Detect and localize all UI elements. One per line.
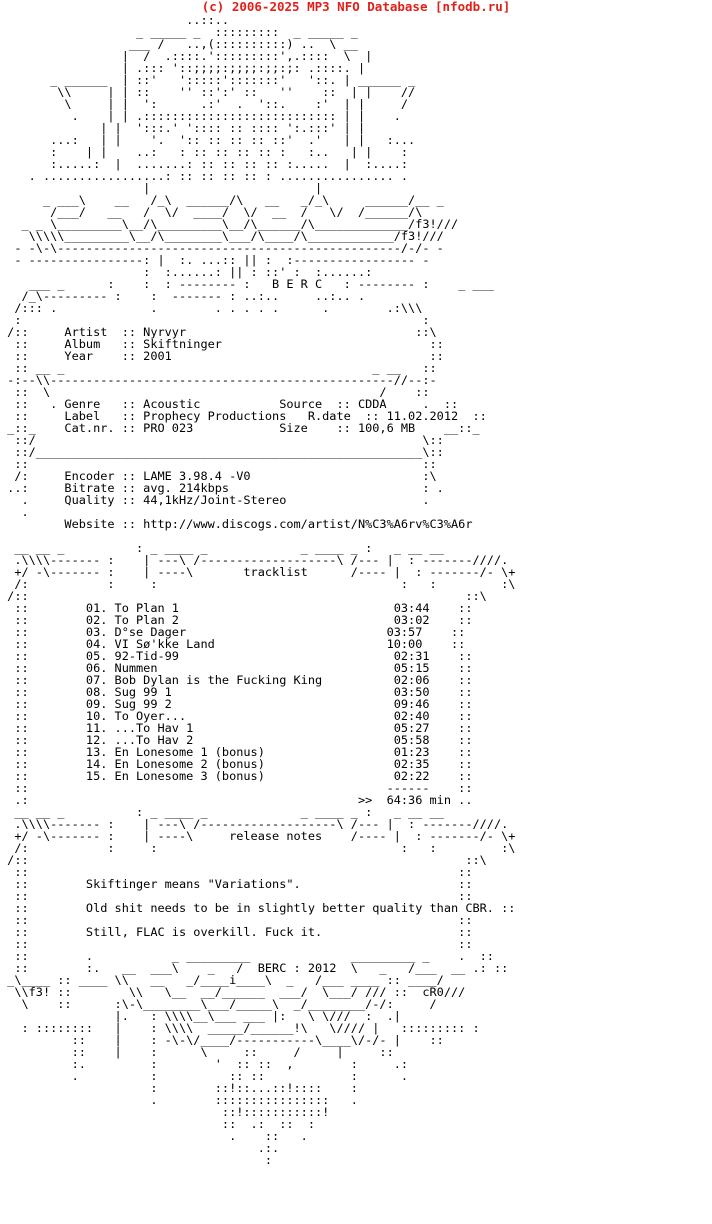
nfo-line: :: ------ :: — [0, 781, 480, 795]
nfo-line: :. : ' :: :: , : .: — [0, 1057, 466, 1071]
nfo-line: .:. — [0, 1141, 466, 1155]
nfo-line: :: \ / :: — [0, 385, 437, 399]
nfo-line: :: . Genre :: Acoustic Source :: CDDA . :: — [0, 397, 466, 411]
nfo-line: :: Album :: Skiftninger :: — [0, 337, 452, 351]
nfo-line: : :......: || : ::' : :......: — [0, 265, 444, 279]
nfo-line: : ::!::...::!:::: : — [0, 1081, 466, 1095]
nfo-line: . | | .::::::::::::::::::::::::::: | | . — [0, 109, 444, 123]
nfo-line: | | — [0, 181, 444, 195]
nfo-line: . :: . — [0, 1129, 466, 1143]
nfo-line: :: 11. ...To Hav 1 05:27 :: — [0, 721, 480, 735]
nfo-line: ::/______________________________________________________\:: — [0, 445, 452, 459]
nfo-line: /___/ __ / \/ ____/ \/ __ / \/ /______/\ — [0, 205, 444, 219]
nfo-line: :: .: :: : — [0, 1117, 466, 1131]
nfo-line: :: 13. En Lonesome 1 (bonus) 01:23 :: — [0, 745, 480, 759]
nfo-line: :: :: — [0, 937, 480, 951]
nfo-line: -:--\\------------------------------------------------//--:- — [0, 373, 444, 387]
nfo-line: /_\--------- : : ------- : ..:.. ..:.. . — [0, 289, 409, 303]
nfo-line: :: 08. Sug 99 1 03:50 :: — [0, 685, 480, 699]
nfo-line: :: 12. ...To Hav 2 05:58 :: — [0, 733, 480, 747]
nfo-line: Website :: http://www.discogs.com/artist/N%C3%A6rv%C3%A6r — [0, 517, 473, 531]
nfo-line: ___ _ : : : -------- : B E R C : -------- : _ ___ — [0, 277, 494, 291]
nfo-line: ..::.. — [0, 13, 444, 27]
nfo-line: :: Old shit needs to be in slightly better quality than CBR. :: — [0, 901, 523, 915]
nfo-line: _ _ \_________\__/\_________\__/\______/\_____________/f3!/// — [0, 217, 466, 231]
nfo-line: :: 15. En Lonesome 3 (bonus) 02:22 :: — [0, 769, 480, 783]
nfo-line: \ :: :\-\________\___/_____\ _/________/-/: / — [0, 997, 466, 1011]
nfo-line: :: | : -\-\/____/-----------\____\/-/- | :: — [0, 1033, 487, 1047]
nfo-line: _ ______ | ::' ':::::':::::::' '::. | ______ _ — [0, 73, 444, 87]
nfo-line: :: Year :: 2001 :: — [0, 349, 452, 363]
nfo-line: ..: Bitrate :: avg. 214kbps : . — [0, 481, 452, 495]
nfo-line: | .::: '::;;;;:;;;;:;;:;: .::::. | — [0, 61, 444, 75]
nfo-line: .\\\\------- : | ---\ /-------------------\ /--- | : -------////. — [0, 553, 509, 567]
nfo-line: .: >> 64:36 min .. — [0, 793, 480, 807]
nfo-line: :: Label :: Prophecy Productions R.date :: 11.02.2012 :: — [0, 409, 494, 423]
nfo-line: : — [0, 1153, 466, 1167]
nfo-line: :: 01. To Plan 1 03:44 :: — [0, 601, 480, 615]
nfo-line: :: 09. Sug 99 2 09:46 :: — [0, 697, 480, 711]
nfo-line: | / .::::.':::::::::',.:::: \ | — [0, 49, 452, 63]
nfo-line: /: : : : : :\ — [0, 577, 516, 591]
nfo-line: .\\\\------- : | ---\ /-------------------\ /--- | : -------////. — [0, 817, 509, 831]
nfo-line: . .................: :: :: :: :: : ................ . — [0, 169, 437, 183]
nfo-line: __ __ _ : _ ____ _ _ ____ _ : _ __ __ — [0, 541, 444, 555]
nfo-line: \ | | ': .:' . '::. :' | | / — [0, 97, 444, 111]
nfo-line: \\\\\_________\__/\________\___/\____/\____________/f3!/// — [0, 229, 452, 243]
nfo-line: . — [0, 505, 444, 519]
nfo-line: +/ -\------- : | ----\ release notes /---- | : -------/- \+ — [0, 829, 516, 843]
nfo-line: . Quality :: 44,1kHz/Joint-Stereo . — [0, 493, 444, 507]
nfo-line: :: 14. En Lonesome 2 (bonus) 02:35 :: — [0, 757, 480, 771]
nfo-line: :: :: — [0, 913, 480, 927]
nfo-line: _ _____ _ ::::::::: _ _____ _ — [0, 25, 444, 39]
nfo-line: /: Encoder :: LAME 3.98.4 -V0 :\ — [0, 469, 444, 483]
nfo-line: : :::::::: | : \\\\ _____/______!\ \//// | ::::::::: : — [0, 1021, 480, 1035]
nfo-line: :: | : \ :: / | :: — [0, 1045, 452, 1059]
nfo-text — [0, 14, 523, 1166]
nfo-line: /:: Artist :: Nyrvyr ::\ — [0, 325, 444, 339]
nfo-line: \\ | | :: '' ::':' :: '' :: | | // — [0, 85, 444, 99]
nfo-line: :: :: — [0, 457, 444, 471]
nfo-line: :: 10. To Oyer... 02:40 :: — [0, 709, 480, 723]
nfo-line: :: 05. 92-Tid-99 02:31 :: — [0, 649, 480, 663]
nfo-line: :: . _ _________ _________ _ . :: — [0, 949, 502, 963]
nfo-line: - -\-\------------------------------------------------/-/- - — [0, 241, 452, 255]
nfo-line: :: 04. VI Sø'kke Land 10:00 :: — [0, 637, 473, 651]
nfo-line: /::: . . . . . . . . .:\\\ — [0, 301, 444, 315]
nfo-line: :: 06. Nummen 05:15 :: — [0, 661, 480, 675]
nfo-line: __ __ _ : _ ____ _ _ ____ _ : _ __ __ — [0, 805, 444, 819]
nfo-line: :: __ _ _ __ :: — [0, 361, 444, 375]
nfo-line: :: Skiftinger means "Variations". :: — [0, 877, 480, 891]
nfo-line: :: :: — [0, 889, 480, 903]
nfo-line: - ----------------: | :. ...:: || : :----------------- - — [0, 253, 444, 267]
nfo-line: ::/ \:: — [0, 433, 452, 447]
nfo-line: :: :: — [0, 865, 480, 879]
nfo-line: | | ':::.' ':::: :: :::: ':.:::' | | — [0, 121, 444, 135]
nfo-line: /:: ::\ — [0, 589, 487, 603]
nfo-line: :: 02. To Plan 2 03:02 :: — [0, 613, 480, 627]
nfo-line: :: 07. Bob Dylan is the Fucking King 02:06 :: — [0, 673, 480, 687]
nfo-line: _\____ :: ____ \\ __ _/____i____\ _ /___ ____ :: ____/ — [0, 973, 452, 987]
nfo-line: . :::::::::::::::: . — [0, 1093, 466, 1107]
nfo-line: . : :: :: : . — [0, 1069, 466, 1083]
nfo-line: : : — [0, 313, 444, 327]
nfo-line: :: Still, FLAC is overkill. Fuck it. :: — [0, 925, 480, 939]
nfo-line: |. : \\\\__\___ ___ |: \ \/// : .| — [0, 1009, 466, 1023]
nfo-line: /: : : : : :\ — [0, 841, 516, 855]
nfo-line: ::!:::::::::::! — [0, 1105, 466, 1119]
nfo-line: _::_ Cat.nr. :: PRO 023 Size :: 100,6 MB __::_ — [0, 421, 487, 435]
nfo-line: : | | ..: : :: :: :: :: : :.. | | : — [0, 145, 444, 159]
nfo-line: :: :. __ ___\ _ / BERC : 2012 \ _ /___ __ .: :: — [0, 961, 509, 975]
nfo-line: :.....: | .......: :: :: :: :: :..... | :....: — [0, 157, 444, 171]
nfo-line: ___ / ..,(::::::::::) .. \ __ — [0, 37, 444, 51]
nfo-line: :: 03. D°se Dager 03:57 :: — [0, 625, 473, 639]
nfo-line: ...: | | '. ':: :: :: :: ::' .' | | :... — [0, 133, 444, 147]
nfo-line: \\f3! :: \\ \__ __/______ ___/ \___/ /// :: cR0/// — [0, 985, 473, 999]
site-header: (c) 2006-2025 MP3 NFO Database [nfodb.ru] — [201, 0, 511, 14]
nfo-line: +/ -\------- : | ----\ tracklist /---- | : -------/- \+ — [0, 565, 516, 579]
nfo-line: /:: ::\ — [0, 853, 487, 867]
nfo-line: _ ___\ __ /_\ ______/\ __ _/_\ ______/__ _ — [0, 193, 452, 207]
